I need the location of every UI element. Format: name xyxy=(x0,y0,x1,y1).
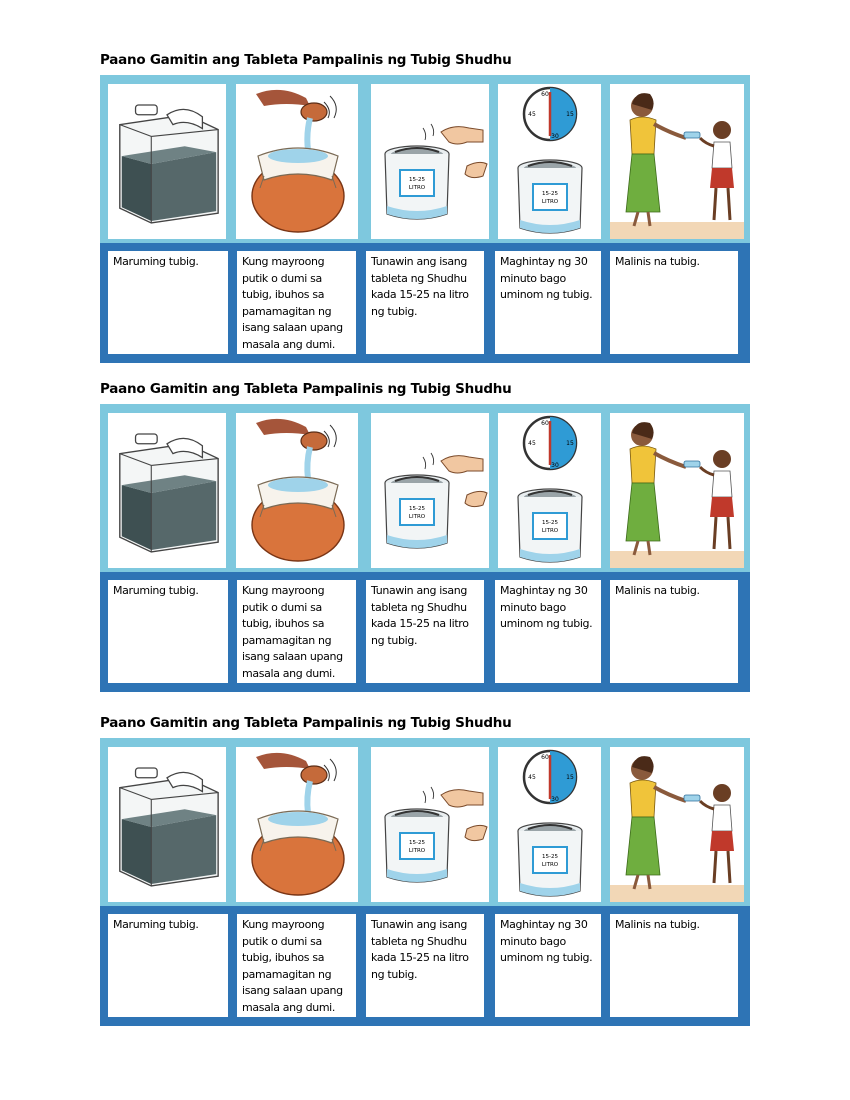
step-image-dirty-water-jerrycan xyxy=(108,747,226,902)
container-label: LITRO xyxy=(408,514,426,520)
step-image-pouring-through-cloth-filter xyxy=(236,84,358,239)
woman-child-illustration xyxy=(610,84,744,239)
step-image-dirty-water-jerrycan xyxy=(108,84,226,239)
jerrycan-illustration xyxy=(108,413,226,568)
tablet-drop-illustration xyxy=(371,413,489,568)
step-caption: Maruming tubig. xyxy=(108,914,228,1017)
woman-child-illustration xyxy=(610,747,744,902)
clock-container-illustration xyxy=(498,747,601,902)
tablet-drop-illustration xyxy=(371,747,489,902)
container-label: 15-25 xyxy=(542,854,558,860)
container-label: LITRO xyxy=(408,185,426,191)
illustration-strip xyxy=(100,75,750,245)
caption-band xyxy=(100,243,750,363)
step-image-woman-giving-water-to-child xyxy=(610,413,744,568)
clock-container-illustration xyxy=(498,84,601,239)
clock-label: 30 xyxy=(551,796,559,803)
container-label: 15-25 xyxy=(409,506,425,512)
step-image-clock-and-container xyxy=(498,413,601,568)
step-image-dropping-tablet-into-container xyxy=(371,413,489,568)
caption-band xyxy=(100,572,750,692)
step-image-pouring-through-cloth-filter xyxy=(236,747,358,902)
container-label: LITRO xyxy=(541,862,559,868)
clock-label: 60 xyxy=(541,91,549,98)
step-image-clock-and-container xyxy=(498,747,601,902)
illustration-strip xyxy=(100,404,750,574)
step-image-dropping-tablet-into-container xyxy=(371,84,489,239)
step-caption: Maghintay ng 30 minuto bago uminom ng tubig. xyxy=(495,580,601,683)
container-label: 15-25 xyxy=(542,520,558,526)
container-label: 15-25 xyxy=(542,191,558,197)
step-caption: Kung mayroong putik o dumi sa tubig, ibuhos sa pamamagitan ng isang salaan upang masala ang dumi. xyxy=(237,914,356,1017)
clock-label: 15 xyxy=(566,440,574,447)
clock-label: 45 xyxy=(528,111,536,118)
step-caption: Kung mayroong putik o dumi sa tubig, ibuhos sa pamamagitan ng isang salaan upang masala ang dumi. xyxy=(237,580,356,683)
step-caption: Maruming tubig. xyxy=(108,580,228,683)
container-label: 15-25 xyxy=(409,177,425,183)
clock-label: 45 xyxy=(528,440,536,447)
step-caption: Tunawin ang isang tableta ng Shudhu kada 15-25 na litro ng tubig. xyxy=(366,251,484,354)
illustration-strip xyxy=(100,738,750,908)
step-image-woman-giving-water-to-child xyxy=(610,84,744,239)
card-title: Paano Gamitin ang Tableta Pampalinis ng Tubig Shudhu xyxy=(100,715,512,731)
clock-label: 60 xyxy=(541,754,549,761)
step-image-woman-giving-water-to-child xyxy=(610,747,744,902)
clock-label: 45 xyxy=(528,774,536,781)
step-caption: Maghintay ng 30 minuto bago uminom ng tubig. xyxy=(495,914,601,1017)
clock-label: 60 xyxy=(541,420,549,427)
step-caption: Malinis na tubig. xyxy=(610,251,738,354)
container-label: LITRO xyxy=(541,528,559,534)
step-caption: Kung mayroong putik o dumi sa tubig, ibuhos sa pamamagitan ng isang salaan upang masala ang dumi. xyxy=(237,251,356,354)
step-image-dirty-water-jerrycan xyxy=(108,413,226,568)
step-caption: Tunawin ang isang tableta ng Shudhu kada 15-25 na litro ng tubig. xyxy=(366,580,484,683)
clock-label: 30 xyxy=(551,133,559,140)
jerrycan-illustration xyxy=(108,747,226,902)
step-caption: Malinis na tubig. xyxy=(610,580,738,683)
jerrycan-illustration xyxy=(108,84,226,239)
card-title: Paano Gamitin ang Tableta Pampalinis ng Tubig Shudhu xyxy=(100,381,512,397)
pot-filter-illustration xyxy=(236,413,358,568)
container-label: LITRO xyxy=(408,848,426,854)
step-caption: Tunawin ang isang tableta ng Shudhu kada 15-25 na litro ng tubig. xyxy=(366,914,484,1017)
clock-container-illustration xyxy=(498,413,601,568)
clock-label: 30 xyxy=(551,462,559,469)
clock-label: 15 xyxy=(566,774,574,781)
step-caption: Maruming tubig. xyxy=(108,251,228,354)
step-caption: Maghintay ng 30 minuto bago uminom ng tubig. xyxy=(495,251,601,354)
card-title: Paano Gamitin ang Tableta Pampalinis ng Tubig Shudhu xyxy=(100,52,512,68)
tablet-drop-illustration xyxy=(371,84,489,239)
woman-child-illustration xyxy=(610,413,744,568)
pot-filter-illustration xyxy=(236,747,358,902)
step-image-clock-and-container xyxy=(498,84,601,239)
pot-filter-illustration xyxy=(236,84,358,239)
container-label: LITRO xyxy=(541,199,559,205)
step-caption: Malinis na tubig. xyxy=(610,914,738,1017)
step-image-dropping-tablet-into-container xyxy=(371,747,489,902)
step-image-pouring-through-cloth-filter xyxy=(236,413,358,568)
container-label: 15-25 xyxy=(409,840,425,846)
clock-label: 15 xyxy=(566,111,574,118)
caption-band xyxy=(100,906,750,1026)
